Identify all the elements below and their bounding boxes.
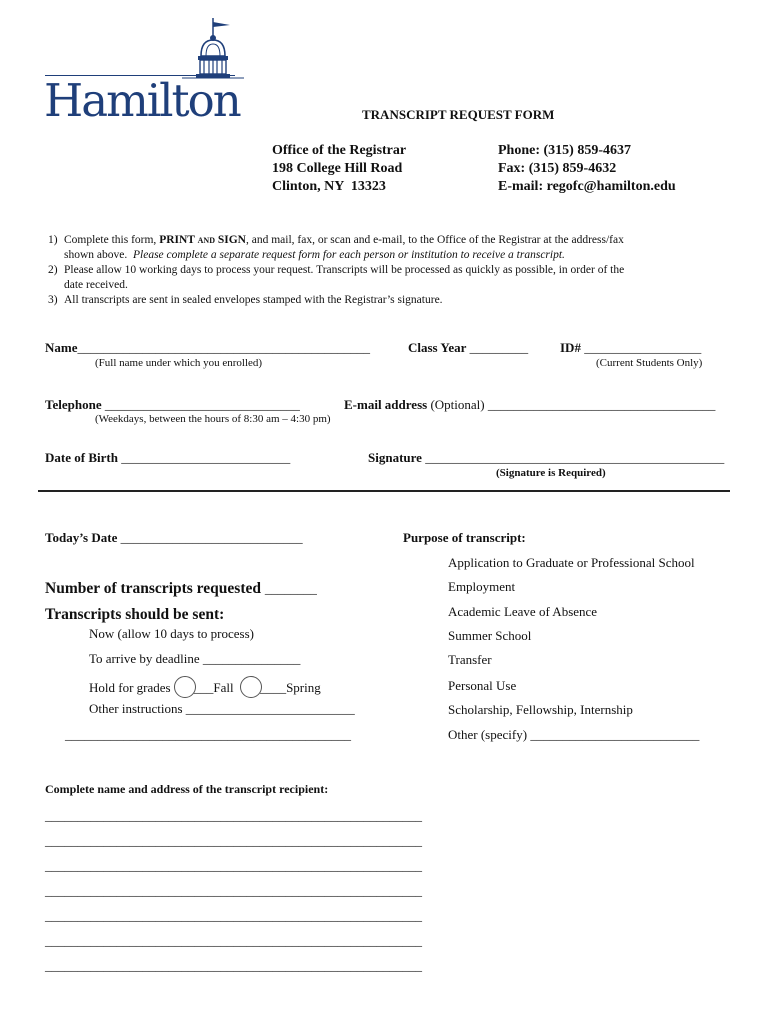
purpose-option[interactable]: Summer School <box>448 628 532 643</box>
recipient-heading: Complete name and address of the transcript recipient: <box>45 782 329 796</box>
instruction-text: , and mail, fax, or scan and e-mail, to the Office of the Registrar at the address/fax <box>245 234 624 246</box>
id-field[interactable] <box>560 340 701 356</box>
instruction-number: 1) <box>48 234 58 246</box>
purpose-option: Other (specify) <box>448 727 528 742</box>
id-hint: (Current Students Only) <box>596 357 703 369</box>
class-year-field[interactable] <box>408 340 528 356</box>
option-now[interactable]: Now (allow 10 days to process) <box>89 626 254 641</box>
todays-date-label: Today’s Date <box>45 530 118 545</box>
section-divider <box>38 490 730 492</box>
deadline-label: To arrive by deadline <box>89 651 200 666</box>
recipient-line[interactable]: __________________________________________________________ <box>45 883 422 898</box>
num-transcripts-field[interactable] <box>45 580 317 598</box>
recipient-line[interactable]: __________________________________________________________ <box>45 833 422 848</box>
signature-line[interactable]: ______________________________________________ <box>425 450 725 465</box>
id-label: ID# <box>560 340 581 355</box>
instruction-item <box>48 293 714 308</box>
sent-heading: Transcripts should be sent: <box>45 606 225 623</box>
instructions-list <box>48 233 714 308</box>
email-label: E-mail address <box>344 397 428 412</box>
name-hint: (Full name under which you enrolled) <box>95 357 263 369</box>
instruction-text: Complete this form, <box>64 234 160 246</box>
name-label: Name <box>45 340 78 355</box>
instruction-text: Please allow 10 working days to process your request. Transcripts will be processed as quickly as possible, in order of the <box>64 264 625 276</box>
instruction-text: shown above. <box>64 249 133 261</box>
contact-phone: Phone: (315) 859-4637 <box>498 143 631 158</box>
class-year-line[interactable]: _________ <box>469 340 529 355</box>
telephone-field[interactable] <box>45 397 300 413</box>
telephone-hint: (Weekdays, between the hours of 8:30 am – 4:30 pm) <box>95 413 331 425</box>
instruction-bold: SIGN <box>214 234 246 246</box>
instruction-number: 3) <box>48 294 58 306</box>
purpose-heading: Purpose of transcript: <box>403 530 526 545</box>
instruction-item <box>48 263 714 278</box>
instruction-item <box>48 233 714 248</box>
purpose-option[interactable]: Academic Leave of Absence <box>448 604 598 619</box>
fall-label: Fall <box>213 680 234 695</box>
recipient-line[interactable]: __________________________________________________________ <box>45 908 422 923</box>
todays-date-line[interactable]: ____________________________ <box>120 530 303 545</box>
instruction-smallcaps: and <box>197 234 215 246</box>
other-instructions-line[interactable]: __________________________ <box>185 701 355 716</box>
instruction-italic: Please complete a separate request form for each person or institution to receive a transcript. <box>133 249 565 261</box>
office-street: 198 College Hill Road <box>272 161 403 176</box>
telephone-line[interactable]: ______________________________ <box>104 397 300 412</box>
deadline-line[interactable]: _______________ <box>202 651 301 666</box>
instruction-number: 2) <box>48 264 58 276</box>
name-line[interactable]: _____________________________________________ <box>77 340 370 355</box>
signature-label: Signature <box>368 450 422 465</box>
id-line[interactable]: __________________ <box>584 340 702 355</box>
contact-email: E-mail: regofc@hamilton.edu <box>498 179 676 194</box>
recipient-line[interactable]: __________________________________________________________ <box>45 858 422 873</box>
instruction-text: date received. <box>64 279 128 291</box>
option-deadline[interactable] <box>89 651 300 667</box>
spring-line[interactable]: ____ <box>260 680 287 695</box>
spring-radio-icon[interactable] <box>240 676 262 698</box>
email-optional: (Optional) <box>430 397 485 412</box>
telephone-label: Telephone <box>45 397 102 412</box>
num-transcripts-line[interactable]: ________ <box>264 581 317 596</box>
dob-label: Date of Birth <box>45 450 118 465</box>
purpose-other-field[interactable] <box>448 727 699 743</box>
purpose-option[interactable]: Scholarship, Fellowship, Internship <box>448 702 633 717</box>
instruction-continuation <box>64 248 714 263</box>
contact-fax: Fax: (315) 859-4632 <box>498 161 617 176</box>
class-year-label: Class Year <box>408 340 467 355</box>
signature-hint: (Signature is Required) <box>496 467 606 479</box>
instruction-bold: PRINT <box>159 234 198 246</box>
hold-grades-label: Hold for grades <box>89 680 171 695</box>
instruction-text: All transcripts are sent in sealed envelopes stamped with the Registrar’s signature. <box>64 294 443 306</box>
purpose-option[interactable]: Application to Graduate or Professional School <box>448 555 695 570</box>
num-transcripts-label: Number of transcripts requested <box>45 580 261 597</box>
recipient-line[interactable]: __________________________________________________________ <box>45 933 422 948</box>
email-field[interactable] <box>344 397 715 413</box>
recipient-line[interactable]: __________________________________________________________ <box>45 808 422 823</box>
signature-field[interactable] <box>368 450 724 466</box>
office-city: Clinton, NY 13323 <box>272 179 386 194</box>
other-instructions-field[interactable] <box>89 701 355 717</box>
option-hold-grades[interactable] <box>89 676 321 698</box>
instruction-continuation <box>64 278 714 293</box>
other-instructions-extra-line[interactable]: ____________________________________________ <box>65 727 351 742</box>
fall-line[interactable]: ___ <box>193 680 214 695</box>
purpose-option[interactable]: Personal Use <box>448 678 517 693</box>
email-line[interactable]: ___________________________________ <box>487 397 716 412</box>
purpose-other-line[interactable]: __________________________ <box>530 727 700 742</box>
logo-wordmark: Hamilton <box>44 74 240 127</box>
purpose-option[interactable]: Employment <box>448 579 516 594</box>
form-title: TRANSCRIPT REQUEST FORM <box>362 107 555 122</box>
dob-field[interactable] <box>45 450 290 466</box>
spring-label: Spring <box>286 680 321 695</box>
purpose-option[interactable]: Transfer <box>448 652 492 667</box>
todays-date-field[interactable] <box>45 530 303 546</box>
recipient-line[interactable]: __________________________________________________________ <box>45 958 422 973</box>
dob-line[interactable]: __________________________ <box>121 450 291 465</box>
office-name: Office of the Registrar <box>272 143 407 158</box>
other-instructions-label: Other instructions <box>89 701 183 716</box>
fall-radio-icon[interactable] <box>174 676 196 698</box>
name-field[interactable] <box>45 340 370 356</box>
